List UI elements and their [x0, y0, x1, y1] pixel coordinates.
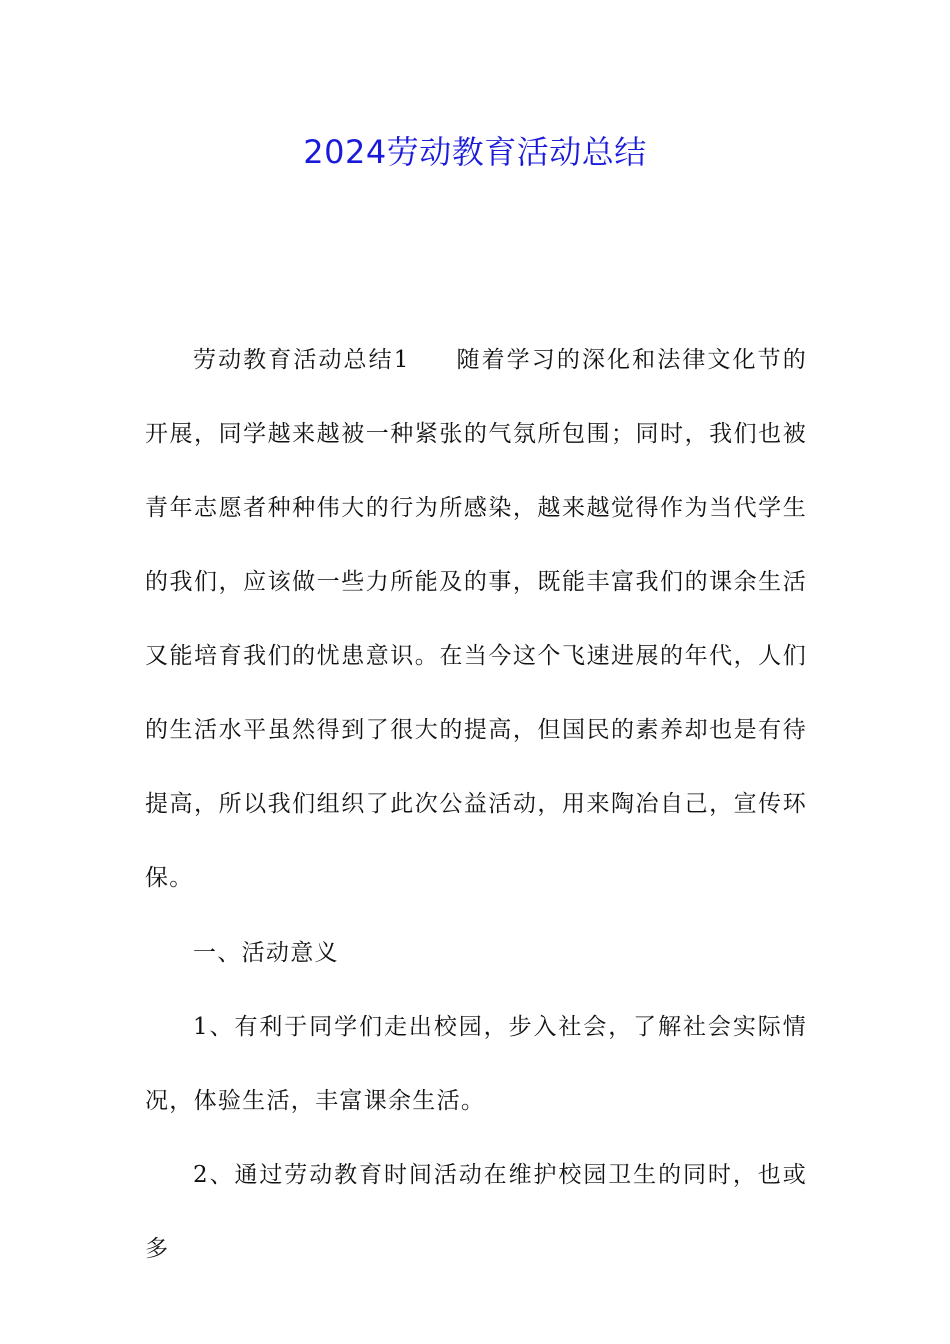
list-item: 2、通过劳动教育时间活动在维护校园卫生的同时，也或多 [145, 1162, 807, 1262]
intro-paragraph [145, 323, 807, 915]
paragraph-text: 随着学习的深化和法律文化节的开展，同学越来越被一种紧张的气氛所包围；同时，我们也被青年志愿者种种伟大的行为所感染，越来越觉得作为当代学生的我们，应该做一些力所能及的事，既能丰富我们的课余生活又能培育我们的忧患意识。在当今这个飞速进展的年代，人们的生活水平虽然得到了很大的提高，但国民的素养却也是有待提高，所以我们组织了此次公益活动，用来陶冶自己，宣传环保。 [145, 347, 807, 891]
inline-heading: 劳动教育活动总结1 [193, 347, 410, 373]
document-title: 2024劳动教育活动总结 [303, 133, 647, 171]
section-heading: 一、活动意义 [193, 940, 339, 966]
list-item: 1、有利于同学们走出校园，步入社会，了解社会实际情况，体验生活，丰富课余生活。 [145, 1014, 807, 1114]
